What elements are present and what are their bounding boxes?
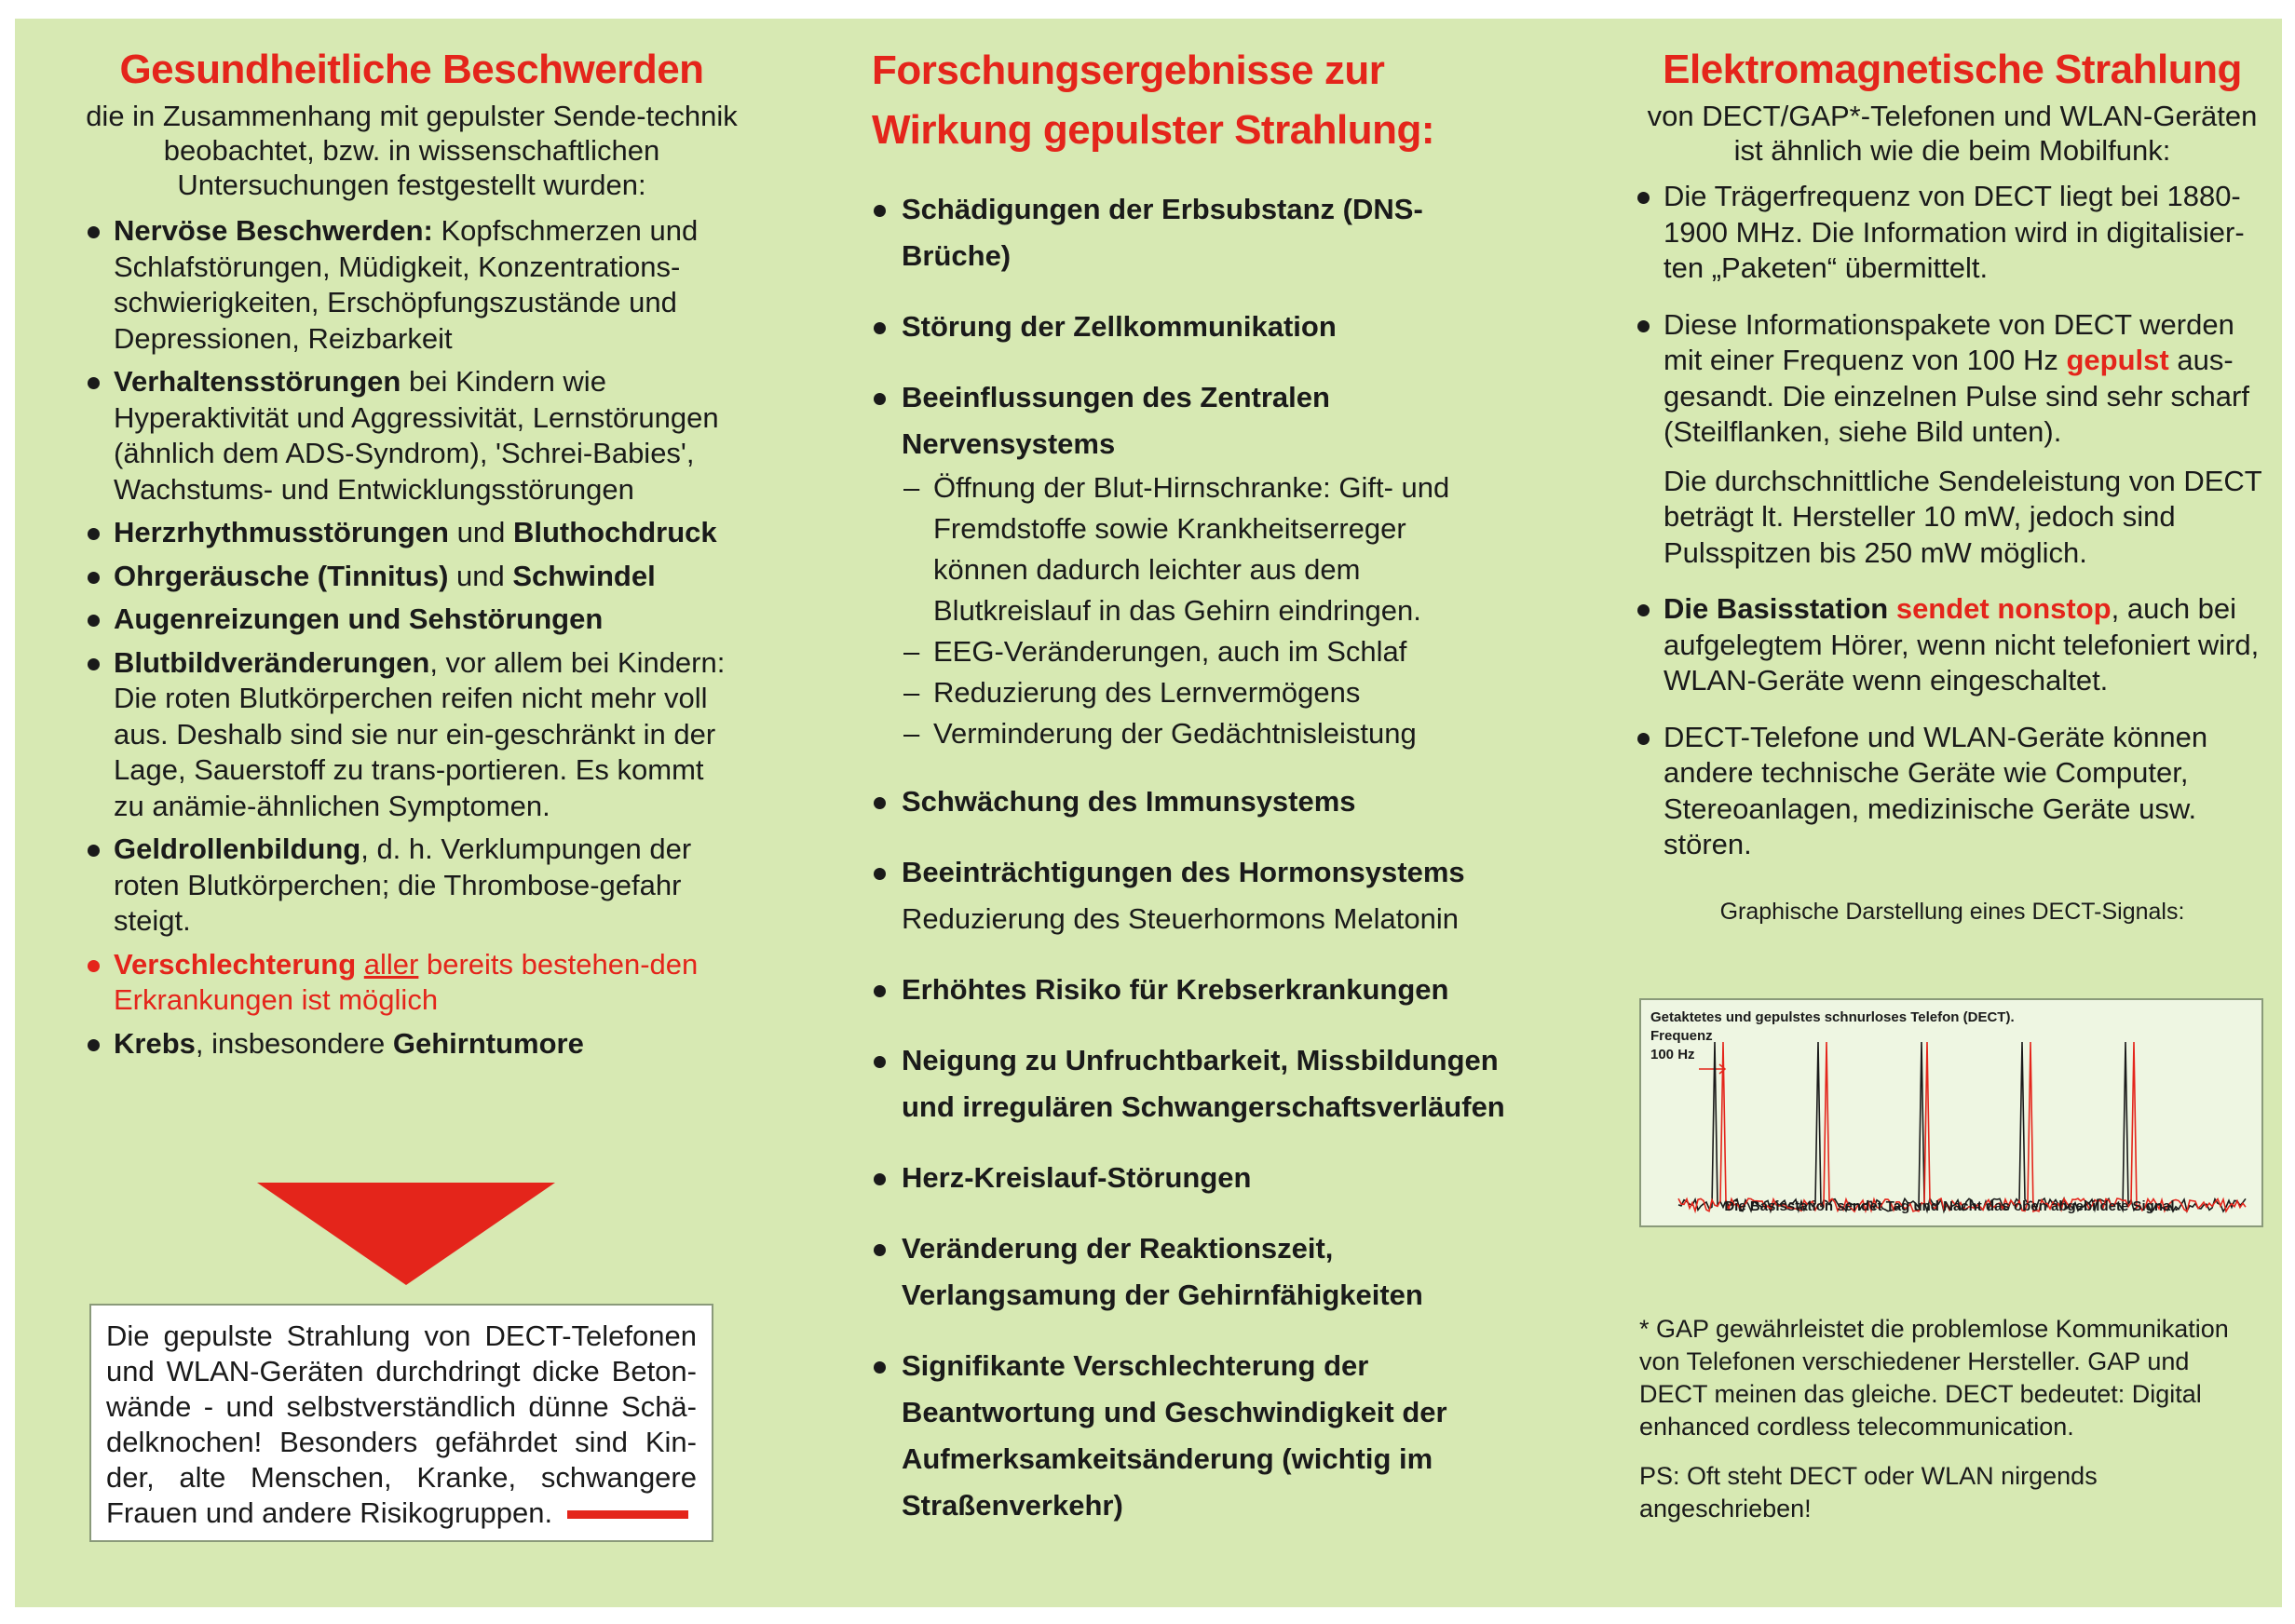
sub-item: – Öffnung der Blut-Hirnschranke: Gift- und Fremdstoffe sowie Krankheitserreger können dadurch leichter aus dem Blutkreislauf in das Gehirn eindringen. [902,467,1505,631]
list-item: Signifikante Verschlechterung der Beantwortung und Geschwindigkeit der Aufmerksamkeitsänderung (wichtig im Straßenverkehr) [872,1343,1505,1529]
hz-arrow-icon [1699,1064,1725,1074]
column-em-radiation [1636,41,2269,944]
warning-note-box [89,1304,713,1542]
col2-title: Forschungsergebnisse zur Wirkung gepulster Strahlung: [872,47,1435,153]
chart-title: Getaktetes und gepulstes schnurloses Telefon (DECT). [1650,1009,2015,1025]
sendeleistung-para: Die durchschnittliche Sendeleistung von DECT beträgt lt. Hersteller 10 mW, jedoch sind Pulsspitzen bis 250 mW möglich. [1664,464,2262,569]
signal-plot [1641,1000,2261,1225]
list-item: Herzrhythmusstörungen und Bluthochdruck [86,515,738,551]
list-item: Störung der Zellkommunikation [872,304,1505,350]
research-list [872,186,1505,1529]
complaints-list [86,213,738,1062]
list-item: Diese Informationspakete von DECT werden mit einer Frequenz von 100 Hz gepulst aus-gesandt. Die einzelnen Pulse sind sehr scharf (Steilflanken, siehe Bild unten). [1636,307,2269,451]
list-item: Die Basisstation sendet nonstop, auch bei aufgelegtem Hörer, wenn nicht telefoniert wird, WLAN-Geräte wenn eingeschaltet. [1636,591,2269,699]
list-item: DECT-Telefone und WLAN-Geräte können andere technische Geräte wie Computer, Stereoanlagen, medizinische Geräte usw. stören. [1636,720,2269,863]
list-item: Augenreizungen und Sehstörungen [86,602,738,638]
list-item: Die Trägerfrequenz von DECT liegt bei 1880-1900 MHz. Die Information wird in digitalisier-ten „Paketen“ übermittelt. [1636,179,2269,287]
chart-bottom-label: Die Basisstation sendet Tag und Nacht das oben abgebildete Signal. [1724,1198,2179,1214]
column-research-results [872,41,1505,1553]
list-item: Verhaltensstörungen bei Kindern wie Hyperaktivität und Aggressivität, Lernstörungen (ähnlich dem ADS-Syndrom), 'Schrei-Babies', Wachstums- und Entwicklungsstörungen [86,364,738,508]
chart-caption: Graphische Darstellung eines DECT-Signals: [1719,898,2185,925]
col1-intro: die in Zusammenhang mit gepulster Sende-technik beobachtet, bzw. in wissenschaftlichen Untersuchungen festgestellt wurden: [86,100,738,201]
list-item: Beeinflussungen des Zentralen Nervensystems – Öffnung der Blut-Hirnschranke: Gift- und Fremdstoffe sowie Krankheitserreger können dadurch leichter aus dem Blutkreislauf in das Gehirn eindringen. – EEG-Veränderungen, auch im Schlaf – Reduzierung des Lernvermögens – Verminderung der Gedächtnisleistung [872,374,1505,754]
footnotes [1639,1313,2263,1542]
list-item: Schädigungen der Erbsubstanz (DNS-Brüche) [872,186,1505,279]
brochure-page [15,19,2282,1607]
list-item: Neigung zu Unfruchtbarkeit, Missbildungen und irregulären Schwangerschaftsverläufen [872,1037,1505,1130]
sub-item: – EEG-Veränderungen, auch im Schlaf [902,631,1505,672]
list-item: Erhöhtes Risiko für Krebserkrankungen [872,967,1505,1013]
col3-title: Elektromagnetische Strahlung [1663,47,2242,92]
list-item-warning: Verschlechterung aller bereits bestehen-den Erkrankungen ist möglich [86,947,738,1019]
list-item: Schwächung des Immunsystems [872,778,1505,825]
dect-signal-chart [1639,998,2263,1227]
col1-title: Gesundheitliche Beschwerden [119,47,704,92]
column-health-complaints [86,41,738,1069]
col3-intro: von DECT/GAP*-Telefonen und WLAN-Geräten ist ähnlich wie die beim Mobilfunk: [1647,100,2258,167]
list-item: Blutbildveränderungen, vor allem bei Kindern: Die roten Blutkörperchen reifen nicht mehr voll aus. Deshalb sind sie nur ein-geschränkt in der Lage, Sauerstoff zu trans-portieren. Es kommt zu anämie-ähnlichen Symptomen. [86,645,738,825]
radiation-list-2 [1636,591,2269,863]
list-item: Veränderung der Reaktionszeit, Verlangsamung der Gehirnfähigkeiten [872,1225,1505,1319]
list-item: Nervöse Beschwerden: Kopfschmerzen und Schlafstörungen, Müdigkeit, Konzentrations-schwierigkeiten, Erschöpfungszustände und Depressionen, Reizbarkeit [86,213,738,357]
chart-freq-label: Frequenz [1650,1028,1713,1044]
sub-item: – Reduzierung des Lernvermögens [902,672,1505,713]
radiation-list [1636,179,2269,451]
signal-series-black [1678,1042,2246,1211]
list-item: Krebs, insbesondere Gehirntumore [86,1026,738,1062]
chart-hz-label: 100 Hz [1650,1047,1695,1062]
gap-footnote: * GAP gewährleistet die problemlose Kommunikation von Telefonen verschiedener Hersteller. GAP und DECT meinen das gleiche. DECT bedeutet: Digital enhanced cordless telecommunication. [1639,1315,2229,1441]
list-item: Beeinträchtigungen des Hormonsystems Reduzierung des Steuerhormons Melatonin [872,849,1505,942]
red-bar-decoration [567,1510,688,1519]
signal-series-red [1678,1042,2246,1211]
ps-note: PS: Oft steht DECT oder WLAN nirgends angeschrieben! [1639,1462,2098,1522]
cns-sublist [902,467,1505,754]
list-item: Geldrollenbildung, d. h. Verklumpungen der roten Blutkörperchen; die Thrombose-gefahr steigt. [86,832,738,940]
warning-note-text: Die gepulste Strahlung von DECT-Telefonen und WLAN-Geräten durchdringt dicke Beton-wände - und selbstverständlich dünne Schä-delknochen! Besonders gefährdet sind Kin-der, alte Menschen, Kranke, schwangere Frauen und andere Risikogruppen. [106,1320,697,1529]
list-item: Herz-Kreislauf-Störungen [872,1155,1505,1201]
sub-item: – Verminderung der Gedächtnisleistung [902,713,1505,754]
list-item: Ohrgeräusche (Tinnitus) und Schwindel [86,559,738,595]
down-arrow-icon [257,1183,555,1285]
